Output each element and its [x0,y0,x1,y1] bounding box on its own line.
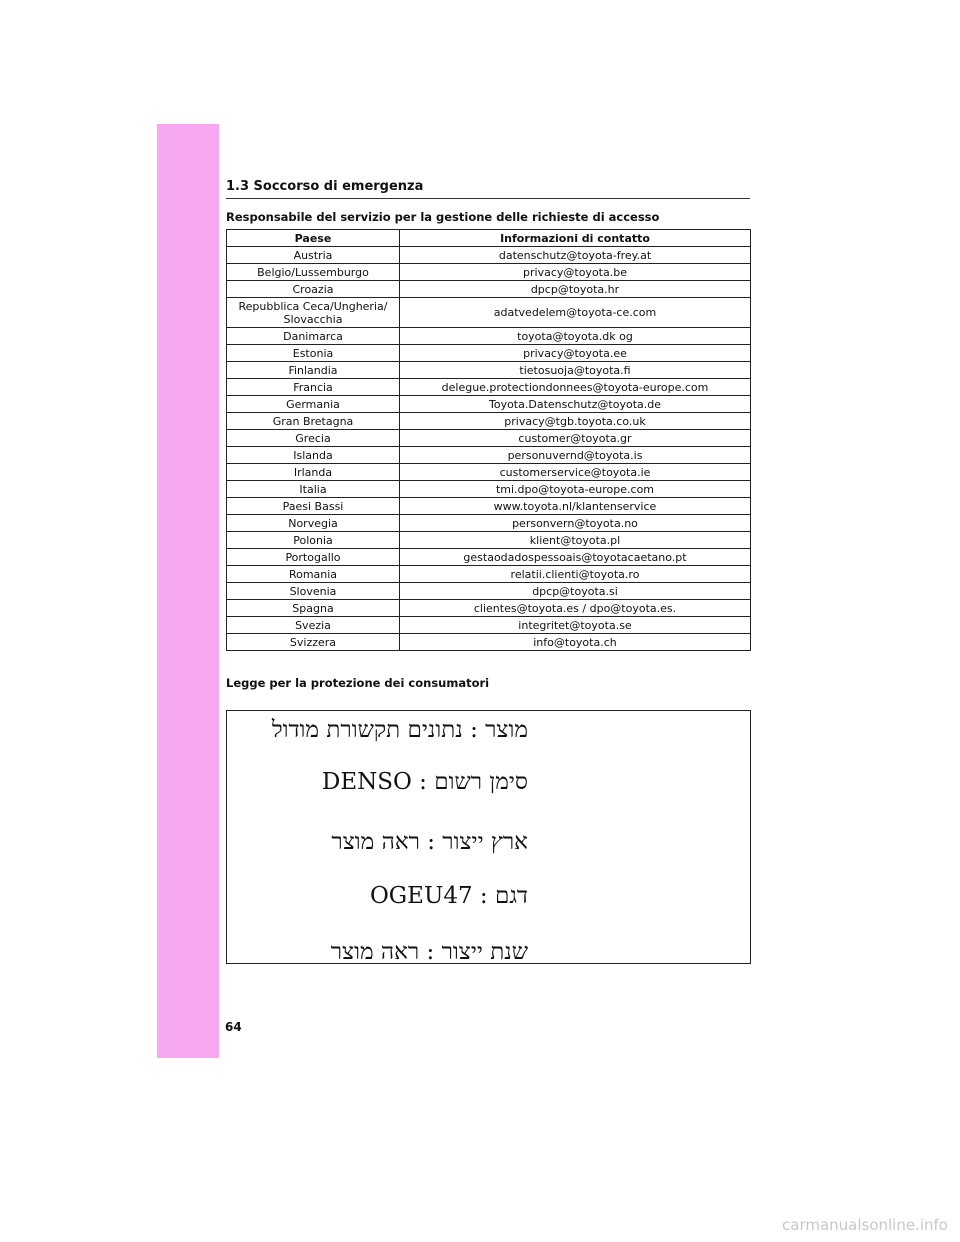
contact-cell: gestaodadospessoais@toyotacaetano.pt [400,549,751,566]
law-line-year: שנת ייצור : ראה מוצר [330,939,528,965]
country-cell: Svizzera [227,634,400,651]
law-line-country: ארץ ייצור : ראה מוצר [331,829,528,855]
section-title: 1.3 Soccorso di emergenza [226,179,424,194]
table-row [227,413,751,430]
country-cell: Spagna [227,600,400,617]
table-row [227,498,751,515]
country-cell: Francia [227,379,400,396]
table-row [227,447,751,464]
table-row [227,481,751,498]
contact-cell: tietosuoja@toyota.fi [400,362,751,379]
table-row [227,583,751,600]
country-cell: Estonia [227,345,400,362]
law-line-product: מוצר : נתונים תקשורת מודול [271,717,528,743]
table-row [227,247,751,264]
table-row [227,566,751,583]
table-row [227,515,751,532]
country-cell: Austria [227,247,400,264]
country-cell: Gran Bretagna [227,413,400,430]
contact-cell: personvern@toyota.no [400,515,751,532]
country-cell: Polonia [227,532,400,549]
contact-cell: Toyota.Datenschutz@toyota.de [400,396,751,413]
country-cell: Croazia [227,281,400,298]
country-cell: Repubblica Ceca/Ungheria/ Slovacchia [227,298,400,328]
table-row [227,600,751,617]
consumer-law-box [226,710,751,964]
side-color-strip [157,124,219,1058]
table-row [227,298,751,328]
contact-cell: dpcp@toyota.si [400,583,751,600]
country-cell: Danimarca [227,328,400,345]
contact-cell: dpcp@toyota.hr [400,281,751,298]
contact-cell: privacy@tgb.toyota.co.uk [400,413,751,430]
table-row [227,532,751,549]
law-line-model: דגם : OGEU47 [369,883,528,909]
table-row [227,464,751,481]
country-cell: Italia [227,481,400,498]
page-number: 64 [225,1020,242,1034]
country-cell: Grecia [227,430,400,447]
contacts-table [226,229,751,651]
contact-cell: klient@toyota.pl [400,532,751,549]
contact-cell: info@toyota.ch [400,634,751,651]
contact-cell: privacy@toyota.be [400,264,751,281]
country-cell: Slovenia [227,583,400,600]
contact-cell: www.toyota.nl/klantenservice [400,498,751,515]
country-cell: Belgio/Lussemburgo [227,264,400,281]
country-cell: Romania [227,566,400,583]
watermark-text: carmanualsonline.info [782,1216,948,1234]
contact-cell: toyota@toyota.dk og [400,328,751,345]
country-cell: Svezia [227,617,400,634]
table-row [227,345,751,362]
country-cell: Islanda [227,447,400,464]
contact-cell: datenschutz@toyota-frey.at [400,247,751,264]
table-row [227,379,751,396]
table-row [227,430,751,447]
table-header-row [227,230,751,247]
country-cell: Portogallo [227,549,400,566]
table-row [227,362,751,379]
table-row [227,281,751,298]
law-line-trademark: סימן רשום : DENSO [321,769,528,795]
table-row [227,396,751,413]
country-cell: Irlanda [227,464,400,481]
column-header-contact: Informazioni di contatto [400,230,751,247]
table-row [227,634,751,651]
consumer-law-heading: Legge per la protezione dei consumatori [226,676,490,690]
contact-cell: adatvedelem@toyota-ce.com [400,298,751,328]
table-row [227,617,751,634]
contact-cell: personuvernd@toyota.is [400,447,751,464]
country-cell: Germania [227,396,400,413]
contact-cell: tmi.dpo@toyota-europe.com [400,481,751,498]
contact-cell: clientes@toyota.es / dpo@toyota.es. [400,600,751,617]
country-cell: Norvegia [227,515,400,532]
contact-cell: relatii.clienti@toyota.ro [400,566,751,583]
column-header-country: Paese [227,230,400,247]
table-row [227,264,751,281]
contact-cell: integritet@toyota.se [400,617,751,634]
contact-cell: privacy@toyota.ee [400,345,751,362]
country-cell: Paesi Bassi [227,498,400,515]
country-cell: Finlandia [227,362,400,379]
section-divider [226,198,750,199]
contact-cell: delegue.protectiondonnees@toyota-europe.com [400,379,751,396]
table-row [227,549,751,566]
contact-cell: customerservice@toyota.ie [400,464,751,481]
contacts-table-heading: Responsabile del servizio per la gestione delle richieste di accesso [226,210,660,224]
contact-cell: customer@toyota.gr [400,430,751,447]
table-row [227,328,751,345]
